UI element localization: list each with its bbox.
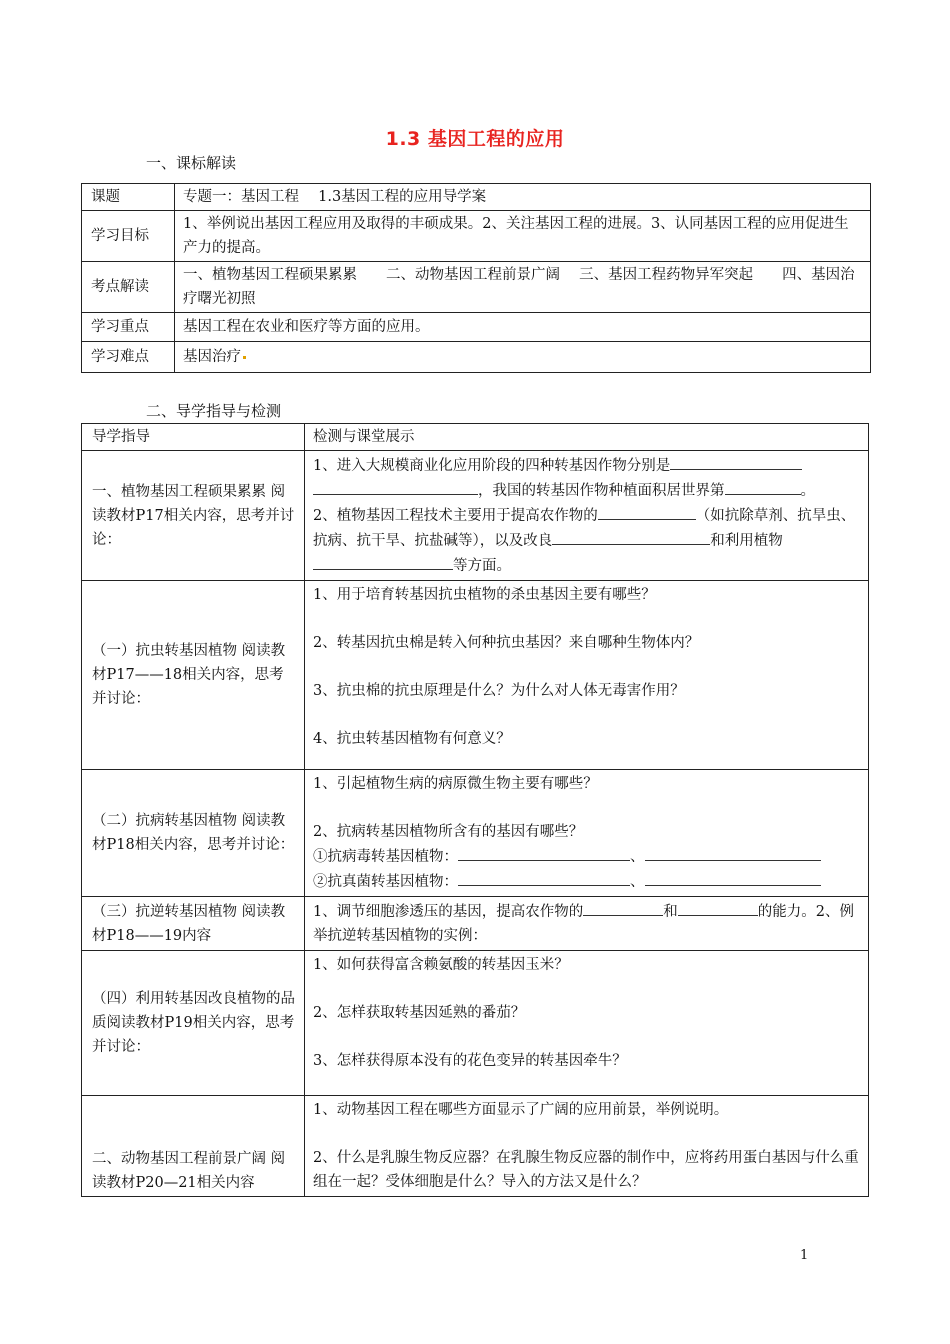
row-body: 基因工程在农业和医疗等方面的应用。 [175, 313, 871, 342]
section-heading-1: 一、课标解读 [146, 154, 237, 172]
answer-blank[interactable] [552, 528, 710, 545]
guide-cell: （二）抗病转基因植物 阅读教材P18相关内容，思考并讨论： [82, 770, 305, 897]
section-heading-2: 二、导学指导与检测 [146, 402, 282, 420]
question-text: （如抗除草剂、抗旱虫、抗病、抗干旱、抗盐碱等），以及改良 [313, 508, 856, 549]
row-body: 专题一：基因工程 1.3基因工程的应用导学案 [175, 184, 871, 211]
question-text: 1、动物基因工程在哪些方面显示了广阔的应用前景，举例说明。 [313, 1102, 729, 1118]
question-text: 4、抗虫转基因植物有何意义？ [313, 731, 511, 747]
table-row [82, 184, 871, 211]
answer-blank[interactable] [598, 503, 696, 520]
question-text: 的能力。2、例举抗逆转基因植物的实例： [313, 904, 854, 944]
row-head: 考点解读 [82, 262, 175, 313]
guide-cell: （一）抗虫转基因植物 阅读教材P17——18相关内容，思考并讨论： [82, 581, 305, 770]
row-body: 1、举例说出基因工程应用及取得的丰硕成果。2、关注基因工程的进展。3、认同基因工程的应用促进生产力的提高。 [175, 211, 871, 262]
question-text: 和利用植物 [710, 533, 783, 549]
question-text: 2、植物基因工程技术主要用于提高农作物的 [313, 508, 598, 524]
question-text: 2、什么是乳腺生物反应器？在乳腺生物反应器的制作中，应将药用蛋白基因与什么重组在一起？受体细胞是什么？导入的方法又是什么？ [313, 1150, 859, 1190]
question-text: 1、如何获得富含赖氨酸的转基因玉米？ [313, 957, 569, 973]
question-text: 等方面。 [453, 558, 511, 574]
question-text: 。 [800, 483, 815, 499]
page-title: 1.3 基因工程的应用 [385, 128, 565, 150]
answer-blank[interactable] [583, 899, 663, 916]
row-head: 课题 [82, 184, 175, 211]
table-row [82, 1096, 869, 1197]
question-text: 2、怎样获取转基因延熟的番茄？ [313, 1005, 526, 1021]
answer-blank[interactable] [678, 899, 758, 916]
header-check: 检测与课堂展示 [305, 424, 869, 451]
question-text: 3、抗虫棉的抗虫原理是什么？为什么对人体无毒害作用？ [313, 683, 685, 699]
question-text: 2、转基因抗虫棉是转入何种抗虫基因？来自哪种生物体内？ [313, 635, 700, 651]
guide-cell: （三）抗逆转基因植物 阅读教材P18——19内容 [82, 897, 305, 951]
marker-dot [243, 356, 246, 359]
separator: 、 [630, 874, 645, 890]
separator: 、 [630, 849, 645, 865]
table-row [82, 451, 869, 581]
answer-blank[interactable] [458, 844, 630, 861]
answer-blank[interactable] [458, 869, 630, 886]
row-head: 学习难点 [82, 342, 175, 373]
question-text: 1、用于培育转基因抗虫植物的杀虫基因主要有哪些？ [313, 587, 656, 603]
question-text: 1、调节细胞渗透压的基因，提高农作物的 [313, 904, 584, 920]
question-text: 和 [663, 904, 678, 920]
row-head: 学习目标 [82, 211, 175, 262]
answer-blank[interactable] [313, 478, 478, 495]
table-row [82, 951, 869, 1096]
question-text: ②抗真菌转基因植物： [313, 874, 458, 890]
question-text: ，我国的转基因作物种植面积居世界第 [478, 483, 725, 499]
question-text: 1、引起植物生病的病原微生物主要有哪些？ [313, 776, 598, 792]
table-row [82, 342, 871, 373]
row-body: 基因治疗 [183, 349, 241, 365]
guide-cell: （四）利用转基因改良植物的品质阅读教材P19相关内容，思考并讨论： [82, 951, 305, 1096]
question-text: 2、抗病转基因植物所含有的基因有哪些？ [313, 824, 584, 840]
question-text: ①抗病毒转基因植物： [313, 849, 458, 865]
guide-cell: 一、植物基因工程硕果累累 阅读教材P17相关内容，思考并讨论： [82, 451, 305, 581]
table-row [82, 770, 869, 897]
page-number: 1 [800, 1248, 809, 1263]
table-header-row [82, 424, 869, 451]
table-row [82, 581, 869, 770]
standards-table [81, 183, 871, 373]
row-body: 一、植物基因工程硕果累累 二、动物基因工程前景广阔 三、基因工程药物异军突起 四、基因治疗曙光初照 [175, 262, 871, 313]
table-row [82, 313, 871, 342]
guide-cell: 二、动物基因工程前景广阔 阅读教材P20—21相关内容 [82, 1096, 305, 1197]
answer-blank[interactable] [725, 478, 801, 495]
guide-table [81, 423, 869, 1197]
answer-blank[interactable] [645, 844, 821, 861]
table-row [82, 262, 871, 313]
question-text: 3、怎样获得原本没有的花色变异的转基因牵牛？ [313, 1053, 627, 1069]
row-head: 学习重点 [82, 313, 175, 342]
question-text: 1、进入大规模商业化应用阶段的四种转基因作物分别是 [313, 458, 671, 474]
table-row [82, 897, 869, 951]
answer-blank[interactable] [670, 453, 802, 470]
header-guide: 导学指导 [82, 424, 305, 451]
answer-blank[interactable] [645, 869, 821, 886]
answer-blank[interactable] [313, 553, 453, 570]
table-row [82, 211, 871, 262]
